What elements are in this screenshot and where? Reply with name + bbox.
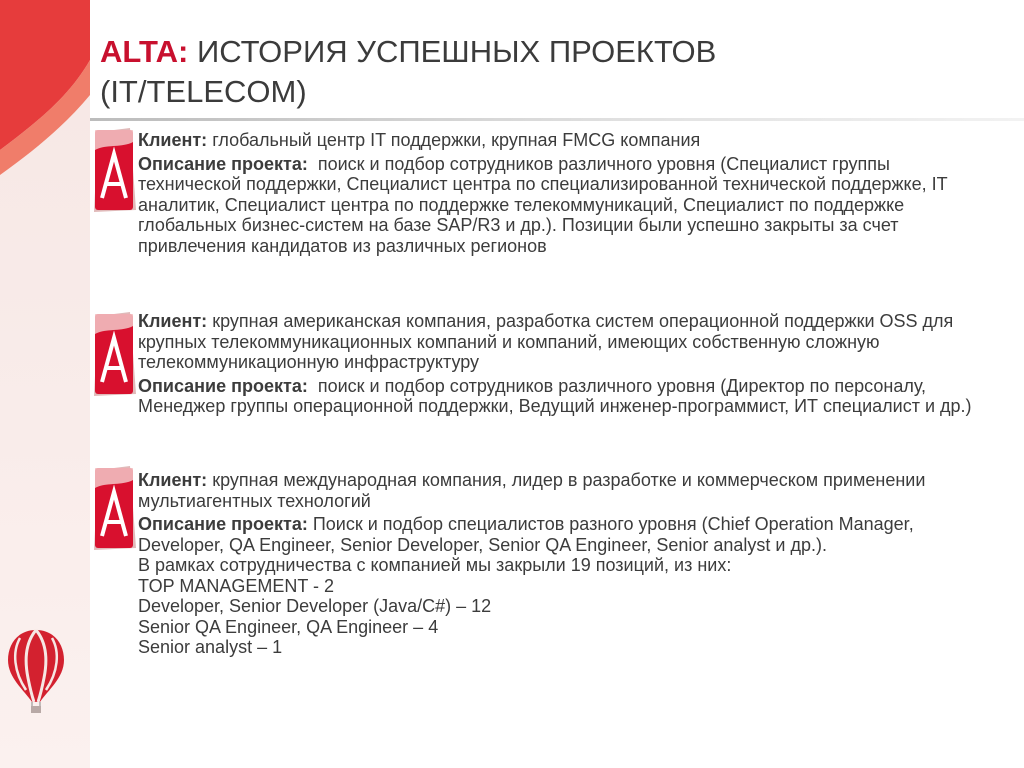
project-extra-line: Senior QA Engineer, QA Engineer – 4 xyxy=(138,616,439,637)
client-text: глобальный центр IT поддержки, крупная FMCG компания xyxy=(212,130,701,150)
project-block-1 xyxy=(138,130,978,259)
client-text: крупная американская компания, разработка систем операционной поддержки OSS для крупных телекоммуникационных компаний и компаний, имеющих собственную сложную телекоммуникационную инфраструктуру xyxy=(138,311,954,372)
project-block-2 xyxy=(138,311,978,420)
project-description xyxy=(138,514,978,555)
balloon-icon xyxy=(6,628,66,714)
alta-logo-icon xyxy=(92,126,138,214)
project-client xyxy=(138,470,978,511)
client-text: крупная международная компания, лидер в разработке и коммерческом применении мультиагентных технологий xyxy=(138,470,926,511)
title-brand: ALTA: xyxy=(100,34,189,69)
title-line1: ИСТОРИЯ УСПЕШНЫХ ПРОЕКТОВ xyxy=(197,34,717,69)
decorative-wave xyxy=(0,0,90,180)
title-line2: (IT/TELECOM) xyxy=(100,74,307,109)
project-extra-line: TOP MANAGEMENT - 2 xyxy=(138,575,335,596)
page-title xyxy=(100,32,1000,112)
description-text: поиск и подбор сотрудников различного уровня (Специалист группы технической поддержки, Специалист центра по специализированной технической поддержке, IT аналитик, Специалист центра по поддержке телекоммуникаций, Специалист по поддержке глобальных бизнес-систем на базе SAP/R3 и др.). Позиции были успешно закрыты за счет привлечения кандидатов из различных регионов xyxy=(138,153,948,256)
project-client xyxy=(138,311,978,373)
project-description xyxy=(138,154,978,257)
project-description xyxy=(138,376,978,417)
client-label: Клиент: xyxy=(138,311,208,331)
project-extra-line: В рамках сотрудничества с компанией мы закрыли 19 позиций, из них: xyxy=(138,555,732,575)
title-divider xyxy=(90,118,1024,121)
alta-logo-icon xyxy=(92,310,138,398)
description-text: поиск и подбор сотрудников различного уровня (Директор по персоналу, Менеджер группы операционной поддержки, Ведущий инженер-программист, ИТ специалист и др.) xyxy=(138,375,972,416)
client-label: Клиент: xyxy=(138,130,208,150)
description-text: Поиск и подбор специалистов разного уровня (Chief Operation Manager, Developer, QA Engineer, Senior Developer, Senior QA Engineer, Senior analyst и др.). xyxy=(138,514,914,555)
description-label: Описание проекта: xyxy=(138,153,308,174)
project-client xyxy=(138,130,978,151)
description-label: Описание проекта: xyxy=(138,514,308,534)
alta-logo-icon xyxy=(92,464,138,552)
project-extra-line: Senior analyst – 1 xyxy=(138,637,283,657)
project-extra-line: Developer, Senior Developer (Java/C#) – 12 xyxy=(138,596,492,616)
description-label: Описание проекта: xyxy=(138,375,308,396)
project-block-3 xyxy=(138,470,978,658)
client-label: Клиент: xyxy=(138,470,208,490)
